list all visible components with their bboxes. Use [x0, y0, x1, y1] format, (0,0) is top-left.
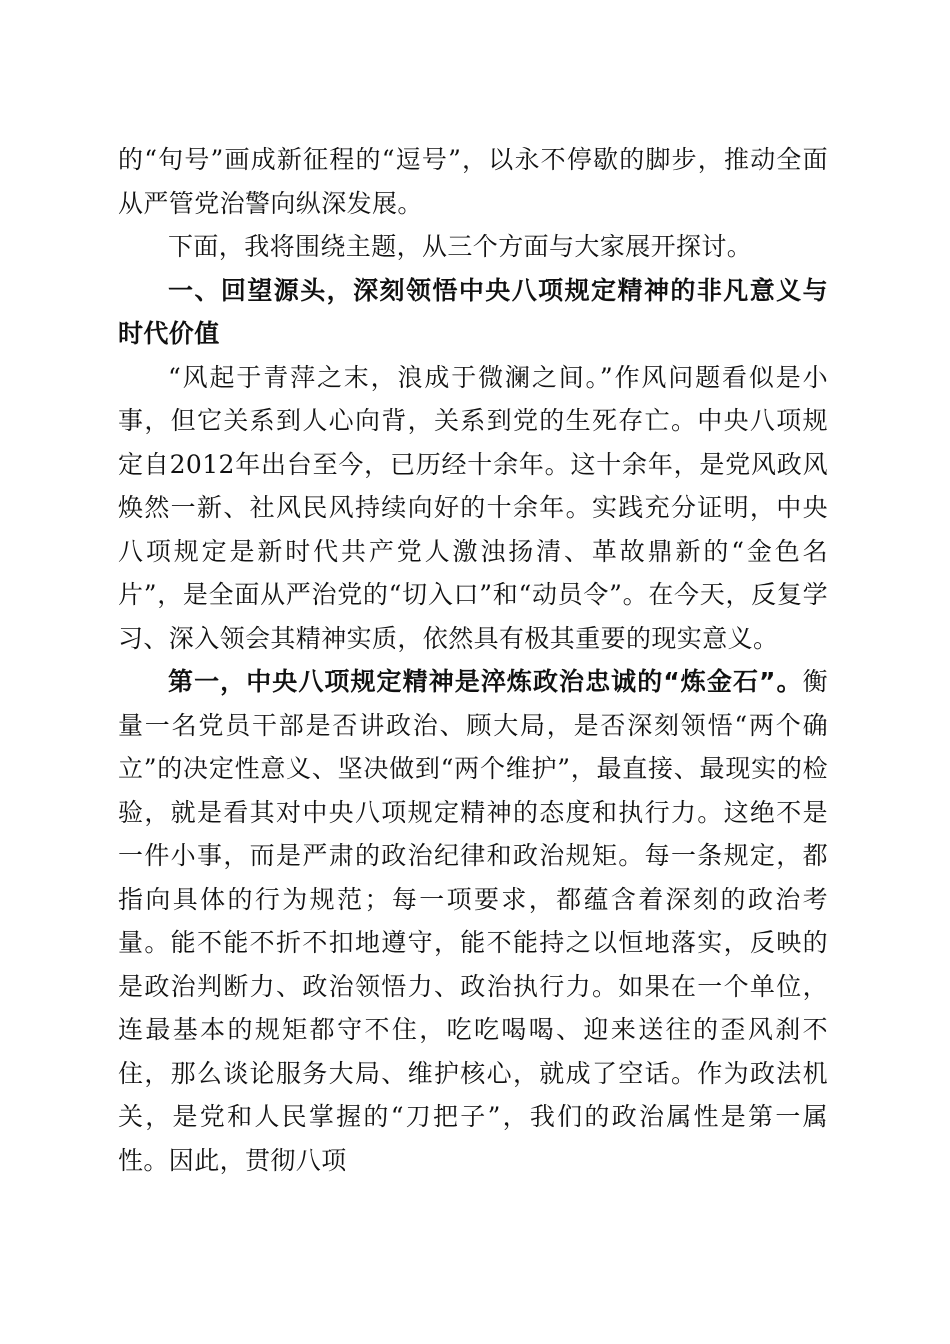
- paragraph-body-1: “风起于青萍之末，浪成于微澜之间。”作风问题看似是小事，但它关系到人心向背，关系到党的生死存亡。中央八项规定自2012年出台至今，已历经十余年。这十余年，是党风政风焕然一新、社风民风持续向好的十余年。实践充分证明，中央八项规定是新时代共产党人激浊扬清、革故鼎新的“金色名片”，是全面从严治党的“切入口”和“动员令”。在今天，反复学习、深入领会其精神实质，依然具有极其重要的现实意义。: [118, 362, 828, 653]
- paragraph-intro: 下面，我将围绕主题，从三个方面与大家展开探讨。: [168, 232, 753, 261]
- paragraph-body-2-text: 衡量一名党员干部是否讲政治、顾大局，是否深刻领悟“两个确立”的决定性意义、坚决做到“两个维护”，最直接、最现实的检验，就是看其对中央八项规定精神的态度和执行力。这绝不是一件小事，而是严肃的政治纪律和政治规矩。每一条规定，都指向具体的行为规范；每一项要求，都蕴含着深刻的政治考量。能不能不折不扣地遵守，能不能持之以恒地落实，反映的是政治判断力、政治领悟力、政治执行力。如果在一个单位，连最基本的规矩都守不住，吃吃喝喝、迎来送往的歪风刹不住，那么谈论服务大局、维护核心，就成了空话。作为政法机关，是党和人民掌握的“刀把子”，我们的政治属性是第一属性。因此，贯彻八项: [118, 667, 828, 1175]
- document-page: [118, 138, 828, 1182]
- section-heading: 一、回望源头，深刻领悟中央八项规定精神的非凡意义与时代价值: [118, 275, 828, 348]
- paragraph-continuation: 的“句号”画成新征程的“逗号”，以永不停歇的脚步，推动全面从严管党治警向纵深发展。: [118, 145, 828, 218]
- paragraph-body-2: [118, 660, 828, 1182]
- paragraph-lead-sentence: 第一，中央八项规定精神是淬炼政治忠诚的“炼金石”。: [168, 667, 803, 696]
